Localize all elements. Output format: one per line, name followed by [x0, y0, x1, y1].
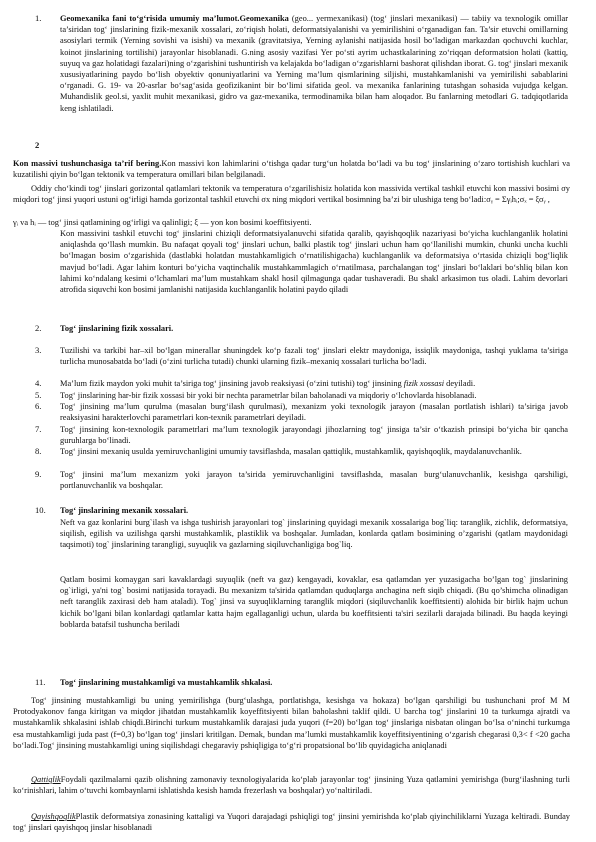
item-1-term: Geomexanika	[239, 14, 289, 23]
item-1-title: Geomexanika fani to‘g‘risida umumiy ma’lumot.	[60, 14, 240, 23]
item-4-tail: deyiladi.	[444, 379, 476, 388]
qayishqoqlik-term: Qayishqoqlik	[31, 812, 76, 821]
item-1-text: (geo... yermexanikasi) (tog‘ jinslari mexanikasi) — tabiiy va texnologik omillar ta’siridan tog‘ jinslarining fizik-mexanik xossalari, zo‘riqish holati, deformatsiyalanishi va yemirilishini o‘rganadigan fan. Ta’sir etuvchi omillarning asosiylari termik (Yerning sovishi va isishi) va mexanik (gravitatsiya, Yerning aylanishi natijasida hosil bo‘ladigan markazdan qochuvchi kuchlar, koinot jinslarining tortilishi) jarayonlar hisoblanadi. G.ning asosiy vazifasi Yer po‘sti ayrim uchastkalarining zo‘riqqan deformatsion holati (kattiq, suyuq va gaz holatidagi fazalari)ning o‘zgarishini tushuntirish va kelajakda bo‘ladigan o‘zgarishlarni bashorat qilishdan iborat. G. tog‘ jinslari mexanik xususiyatlarining paydo bo‘lish obyektiv qonuniyatlarini va Yerning ma’lum qismlarining siljishi, mustahkamlanishi va yemirilishi sabablarini o‘rganadi. G. 19- va 20-asrlar bo‘sag‘asida geofizikanint bir bo‘limi sifatida geol. va mexanika fanlarining tutashgan sohasida vujudga kelgan. Muhandislik geol.si, yaxlit muhit mexanikasi, gidro va gaz-mexanika, termodinamika bilan ham aloqador. Bu fanlarning metodlari G. tadqiqotlarida keng ishlatiladi.	[60, 14, 569, 113]
qayishqoqlik-text: Plastik deformatsiya zonasining kattaligi va Yuqori darajadagi pshiqligi tog‘ jinsini yemirishda ko‘plab qiyinchiliklarni Yuzaga keltiradi. Bunday tog‘ jinslari qayishqoq jinslar hisoblanadi	[13, 812, 570, 833]
item-10-paragraph-1: Neft va gaz konlarini burg`ilash va ishga tushirish jarayonlari tog` jinslarining quyidagi mexanik xossalariga bog`liq: taranglik, zichlik, deformatsiya, siqilish, egilish va uzilishga qarshi mustahkamlik, plastiklik va boshqalar. Jumladan, konlarda qatlam bosimining o’zgarishi (qatlam maydonidagi taqsimoti) tog` jinslarining tarangligi, suyuqlik va gazlarning siqiluvchanligiga bog`liq.	[60, 518, 568, 550]
item-7-text: Tog‘ jinsining kon-texnologik parametrlari ma’lum texnologik jarayondagi jihozlarning tog‘ jinsiga ta’sir o‘tkazish prinsipi bo‘yicha bir qancha guruhlarga bo‘linadi.	[60, 425, 568, 446]
item-4-text: Ma’lum fizik maydon yoki muhit ta’siriga tog‘ jinsining javob reaksiyasi (o‘zini tutishi) tog‘ jinsining	[60, 379, 404, 388]
gamma-paragraph: γᵢ va hᵢ — tog‘ jinsi qatlamining og‘irligi va qalinligi; ξ — yon kon bosimi koeffitsiyenti.	[13, 218, 312, 227]
item-10-title: Tog‘ jinslarining mexanik xossalari.	[60, 506, 189, 515]
kon-massivi-title: Kon massivi tushunchasiga ta’rif bering.	[13, 159, 162, 168]
item-4-paragraph	[60, 378, 568, 389]
item-1-paragraph	[60, 13, 568, 114]
item-9-text: Tog‘ jinsini ma’lum mexanizm yoki jarayon ta’sirida yemiruvchanligini tavsiflashda, masalan burg‘ulanuvchanlik, kesishga qarshiligi, portlanuvchanlik va boshqalar.	[60, 470, 568, 491]
item-1-number: 1.	[35, 13, 42, 23]
qattiqlik-term: Qattiqlik	[31, 775, 61, 784]
item-10-number: 10.	[35, 505, 46, 515]
item-11-paragraph-1: Tog‘ jinsining mustahkamligi bu uning yemirilishga (burg‘ulashga, portlatishga, kesishga va hokaza) bo‘lgan qarshiligi bu tushunchani prof M M Protodyakonov fanga kiritgan va miqdor jihatdan mustahkamlik koyeffitsiyenti bilan baholashni taklif qildi. U barcha tog‘ jinslarini 10 ta turkumga ajratdi va mustahkamlik shkalasini ishlab chiqdi.Birinchi turkum mustahkamlik darajasi juda yuqori (f=20) bo‘lgan tog‘ jinslariga nisbatan olingan bo‘lsa o‘ninchi turkumga esa mustahkamligi juda past (f=0,3) bo‘lgan tog‘ jinslari kritilgan. Demak, bundan ma’lumki mustahkamlik koyeffitsiyentining o‘zgarish chegarasi 0,3< f <20 gacha bo‘ladi.Tog‘ jinsining mustahkamligi uning siqilishdagi chegaraviy pshiqligiga to‘g‘ri propatsional bo‘lib quyidagicha aniqlanadi	[13, 696, 570, 750]
kon-massivi-text: Kon massivi kon lahimlarini o‘tishga qadar turg‘un holatda bo‘ladi va bu tog‘ jinslarining o‘zaro tortishish kuchlari va kuzatilishi qiyin bo‘lgan tektonik va temperatura omillari bilan belgilanadi.	[13, 159, 570, 180]
qayishqoqlik-paragraph	[13, 811, 570, 833]
item-5-number: 5.	[35, 390, 42, 400]
item-6-number: 6.	[35, 401, 42, 411]
item-11-number: 11.	[35, 677, 46, 687]
qattiqlik-paragraph	[13, 774, 570, 796]
item-2-title: Tog‘ jinslarining fizik xossalari.	[60, 324, 174, 333]
item-2-number: 2.	[35, 323, 42, 333]
item-8-text: Tog‘ jinsini mexaniq usulda yemiruvchanligini umumiy tavsiflashda, masalan qattiqlik, mustahkamlik, qayishqoqlik, maydalanuvchanlik.	[60, 447, 522, 456]
item-3-text: Tuzilishi va tarkibi har–xil bo‘lgan minerallar shuningdek ko‘p fazali tog‘ jinslari elektr maydoniga, issiqlik maydoniga, tashqi yuklama ta’siriga turlicha munosabatda bo‘ladi (o‘zini turlicha tutadi) chunki ularning fizik–mexaniq xossalari turlicha bo‘ladi.	[60, 346, 568, 367]
kon-massivi-paragraph	[13, 158, 570, 180]
item-11-title: Tog‘ jinslarining mustahkamligi va mustahkamlik shkalasi.	[60, 678, 273, 687]
item-6-text: Tog‘ jinsining ma’lum qurulma (masalan burg‘ilash qurulmasi), mexanizm yoki texnologik jarayon (masalan portlatish ishlari) ta’siriga javob reaksiyasini harakterlovchi parametrlari kon-texnik parametrlari deyiladi.	[60, 402, 568, 423]
kon-massivi-detail-paragraph: Kon massivini tashkil etuvchi tog‘ jinslarini chiziqli deformatsiyalanuvchi sifatida qaralib, qayishqoqlik nazariyasi bo‘yicha kuchlanganlik holatini aniqlashda qo‘llash mumkin. Bu nafaqat qoyali tog‘ jinslari uchun, balki plastik tog‘ jinslari uchun ham qo‘llanilishi mumkin, chunki uncha kuchli bo‘lmagan bosim o‘zgarishida (dastlabki holatdan mustahkamligich o‘rnatilishigacha) kuchlanganlik va deformatsiya o‘rtasida chiziqli bog‘liqlik mavjud bo‘ladi. Agar lahim konturi bo‘yicha vaqtinchalik mustahkammlagich o‘rnatilmasa, parchalangan tog‘ jinslari bo‘laklari bo‘shliq bilan kon lahimi ko‘ndalang kesimi o‘lchamlari ma’lum mustahkam shakl hosil qilmagunga qadar tushaveradi. Bu shakl arkasimon tus oladi. Lahim devorlari atrofida siquvchi kon bosimi jamlanishi natijasida kuchlanganlik holatini paydo qiladi	[60, 229, 568, 295]
qattiqlik-text: Foydali qazilmalarni qazib olishning zamonaviy texnologiyalarida ko‘plab jarayonlar tog‘ jinsining Yuza qatlamini yemirishga (burg‘ilashning turli ko‘rinishlari, lahim o‘tuvchi kombaynlarni ishlatishda kesish hamda frezerlash va boshqalar) yo‘naltiriladi.	[13, 775, 570, 796]
item-4-number: 4.	[35, 378, 42, 388]
item-2-marker: 2	[35, 140, 40, 150]
item-5-text: Tog‘ jinslarining har-bir fizik xossasi bir yoki bir nechta parametrlar bilan baholanadi va miqdoriy o‘lchovlarda hisoblanadi.	[60, 391, 477, 400]
item-3-number: 3.	[35, 345, 42, 355]
item-10-paragraph-2: Qatlam bosimi komaygan sari kavaklardagi suyuqlik (neft va gaz) kengayadi, kovaklar, esa qatlamdan yer yuzasigacha bo’lgan tog` jinslarining og`irligi, ya'ni tog` bosimi natijasida torayadi. Bu mexanizm ta'sirida qatlamdan quduqlarga anchagina neft siqib chiqadi. (Bu qo’shimcha olinadigan neft taranglik zaxirasi deb ham ataladi). Tog` jinsi va suyuqliklarning taranglik miqdori (siqiluvchanlik koeffitsienti) alohida bir birlik hajm uchun kichik bo’lgani bilan konlardagi qatlamlar katta hajm egallaganligi uchun, ularda bu koeffitsienti ta'siri sezilarli darajada bilinadi. Bu haqda keyingi boblarda batafsil tushuncha beriladi	[60, 575, 568, 629]
item-8-number: 8.	[35, 446, 42, 456]
oddiy-paragraph: Oddiy cho‘kindi tog‘ jinslari gorizontal qatlamlari tektonik va temperatura o‘zgarilishisiz holatida kon massivida vertikal tashkil etuvchi kon massivi bosimi σy miqdori tog‘ jinsi yuqori ustuni og‘irligi hamda gorizontal tashkil etuvchi σx ning miqdori vertikal bosimning ba’zi bir ulushiga teng bo‘ladi:σᵧ = Σγᵢhᵢ;σₓ = ξσᵧ ,	[13, 184, 570, 205]
item-7-number: 7.	[35, 424, 42, 434]
item-4-italic-term: fizik xossasi	[403, 379, 445, 388]
item-9-number: 9.	[35, 469, 42, 479]
